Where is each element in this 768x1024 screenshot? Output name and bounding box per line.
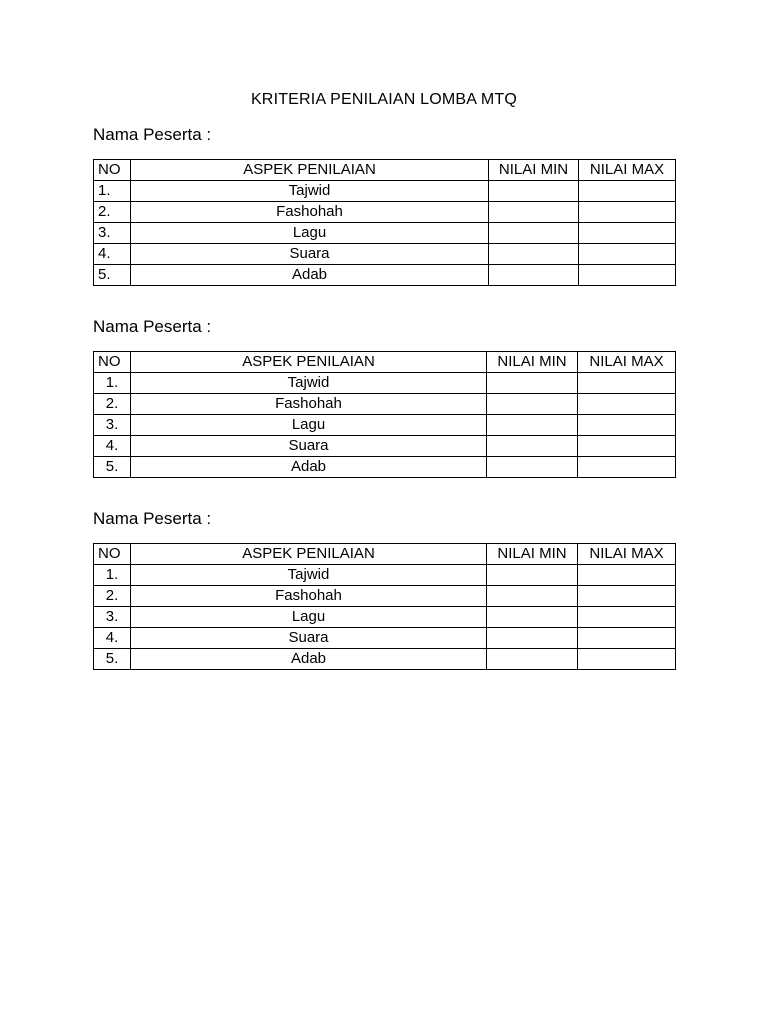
table-row: [94, 649, 676, 670]
nilai-max-cell[interactable]: [578, 415, 676, 436]
row-aspek: Tajwid: [131, 565, 487, 586]
row-aspek: Tajwid: [131, 373, 487, 394]
row-aspek: Suara: [131, 628, 487, 649]
nilai-max-cell[interactable]: [578, 586, 676, 607]
row-aspek: Adab: [131, 265, 489, 286]
table-header-row: [94, 544, 676, 565]
header-no: NO: [94, 160, 131, 181]
row-number: 2.: [94, 394, 131, 415]
nilai-min-cell[interactable]: [487, 586, 578, 607]
row-aspek: Suara: [131, 436, 487, 457]
row-aspek: Lagu: [131, 415, 487, 436]
header-nilai-max: NILAI MAX: [578, 544, 676, 565]
nilai-min-cell[interactable]: [487, 649, 578, 670]
table-row: [94, 265, 676, 286]
table-row: [94, 223, 676, 244]
row-number: 5.: [94, 457, 131, 478]
row-aspek: Fashohah: [131, 202, 489, 223]
header-no: NO: [94, 544, 131, 565]
table-row: [94, 586, 676, 607]
nilai-min-cell[interactable]: [487, 628, 578, 649]
criteria-table: [93, 159, 676, 286]
nilai-min-cell[interactable]: [487, 565, 578, 586]
header-aspek-penilaian: ASPEK PENILAIAN: [131, 544, 487, 565]
nilai-max-cell[interactable]: [578, 628, 676, 649]
row-aspek: Fashohah: [131, 586, 487, 607]
row-number: 1.: [94, 373, 131, 394]
nilai-max-cell[interactable]: [579, 244, 676, 265]
header-nilai-max: NILAI MAX: [578, 352, 676, 373]
nilai-max-cell[interactable]: [579, 265, 676, 286]
table-header-row: [94, 160, 676, 181]
row-aspek: Lagu: [131, 223, 489, 244]
peserta-section-2: [93, 316, 675, 478]
row-number: 2.: [94, 586, 131, 607]
nilai-min-cell[interactable]: [487, 457, 578, 478]
row-aspek: Suara: [131, 244, 489, 265]
nilai-min-cell[interactable]: [489, 202, 579, 223]
row-number: 4.: [94, 436, 131, 457]
nilai-max-cell[interactable]: [578, 394, 676, 415]
nilai-min-cell[interactable]: [487, 436, 578, 457]
row-number: 1.: [94, 181, 131, 202]
row-aspek: Lagu: [131, 607, 487, 628]
peserta-section-1: [93, 124, 675, 286]
criteria-table: [93, 351, 676, 478]
table-row: [94, 436, 676, 457]
table-row: [94, 202, 676, 223]
nilai-max-cell[interactable]: [578, 649, 676, 670]
table-row: [94, 394, 676, 415]
row-number: 3.: [94, 223, 131, 244]
header-nilai-min: NILAI MIN: [489, 160, 579, 181]
header-nilai-min: NILAI MIN: [487, 352, 578, 373]
header-nilai-min: NILAI MIN: [487, 544, 578, 565]
header-no: NO: [94, 352, 131, 373]
header-nilai-max: NILAI MAX: [579, 160, 676, 181]
nilai-max-cell[interactable]: [578, 565, 676, 586]
row-aspek: Tajwid: [131, 181, 489, 202]
row-aspek: Adab: [131, 457, 487, 478]
header-aspek-penilaian: ASPEK PENILAIAN: [131, 160, 489, 181]
row-number: 1.: [94, 565, 131, 586]
nilai-max-cell[interactable]: [578, 457, 676, 478]
nilai-max-cell[interactable]: [579, 181, 676, 202]
nama-peserta-label: Nama Peserta :: [93, 125, 212, 144]
peserta-section-3: [93, 508, 675, 670]
row-aspek: Fashohah: [131, 394, 487, 415]
page-title: KRITERIA PENILAIAN LOMBA MTQ: [250, 91, 518, 108]
nama-peserta-label: Nama Peserta :: [93, 317, 212, 336]
table-row: [94, 628, 676, 649]
table-row: [94, 181, 676, 202]
nilai-max-cell[interactable]: [579, 223, 676, 244]
nilai-min-cell[interactable]: [489, 223, 579, 244]
table-row: [94, 415, 676, 436]
nilai-min-cell[interactable]: [489, 265, 579, 286]
nama-peserta-label: Nama Peserta :: [93, 509, 212, 528]
nilai-min-cell[interactable]: [487, 373, 578, 394]
row-aspek: Adab: [131, 649, 487, 670]
nilai-min-cell[interactable]: [487, 394, 578, 415]
criteria-table: [93, 543, 676, 670]
table-row: [94, 565, 676, 586]
row-number: 4.: [94, 244, 131, 265]
nilai-min-cell[interactable]: [489, 244, 579, 265]
header-aspek-penilaian: ASPEK PENILAIAN: [131, 352, 487, 373]
row-number: 3.: [94, 607, 131, 628]
nilai-min-cell[interactable]: [487, 607, 578, 628]
table-row: [94, 373, 676, 394]
nilai-max-cell[interactable]: [578, 436, 676, 457]
nilai-min-cell[interactable]: [489, 181, 579, 202]
row-number: 2.: [94, 202, 131, 223]
row-number: 5.: [94, 649, 131, 670]
row-number: 4.: [94, 628, 131, 649]
table-row: [94, 457, 676, 478]
nilai-max-cell[interactable]: [578, 607, 676, 628]
nilai-min-cell[interactable]: [487, 415, 578, 436]
nilai-max-cell[interactable]: [578, 373, 676, 394]
table-header-row: [94, 352, 676, 373]
table-row: [94, 607, 676, 628]
table-row: [94, 244, 676, 265]
nilai-max-cell[interactable]: [579, 202, 676, 223]
row-number: 5.: [94, 265, 131, 286]
row-number: 3.: [94, 415, 131, 436]
